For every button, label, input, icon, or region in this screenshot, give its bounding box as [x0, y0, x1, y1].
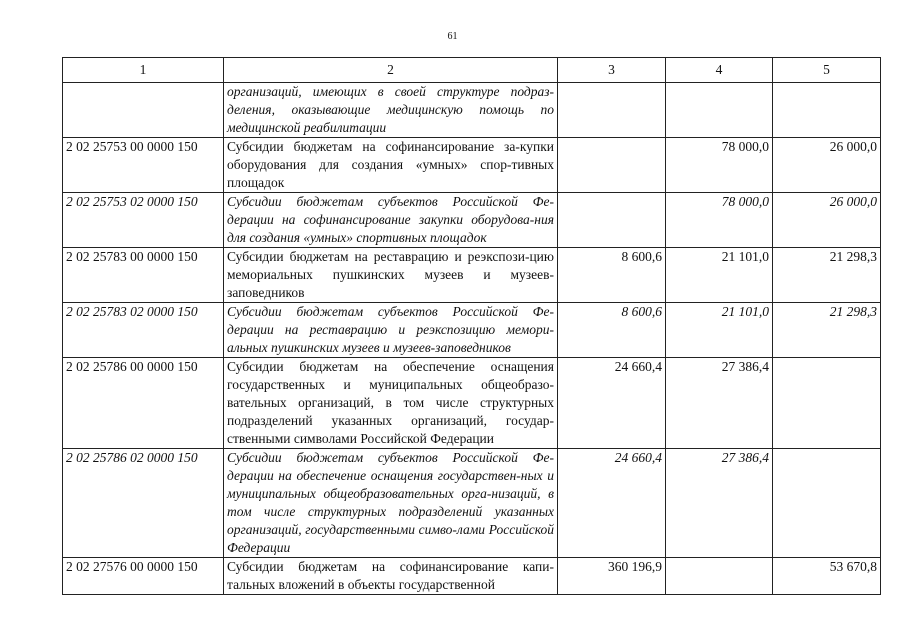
value-col-5: 53 670,8 [773, 558, 881, 595]
value-col-4: 21 101,0 [666, 303, 773, 358]
row-description: Субсидии бюджетам субъектов Российской Фе-дерации на софинансирование закупки оборудова-ния для создания «умных» спортивных площадок [224, 193, 558, 248]
row-description: Субсидии бюджетам субъектов Российской Фе-дерации на обеспечение оснащения государствен-ных и муниципальных общеобразовательных орга-низаций, в том числе структурных подразделений указанных организаций, государственными симво-лами Российской Федерации [224, 449, 558, 558]
value-col-5 [773, 83, 881, 138]
table-header [63, 58, 881, 83]
value-col-3: 24 660,4 [558, 358, 666, 449]
value-col-4 [666, 558, 773, 595]
budget-code: 2 02 25783 00 0000 150 [63, 248, 224, 303]
column-header-3: 3 [558, 58, 666, 83]
value-col-3 [558, 83, 666, 138]
value-col-4: 27 386,4 [666, 358, 773, 449]
column-header-4: 4 [666, 58, 773, 83]
value-col-5 [773, 449, 881, 558]
budget-code: 2 02 25786 02 0000 150 [63, 449, 224, 558]
budget-code: 2 02 25753 00 0000 150 [63, 138, 224, 193]
table-row [63, 248, 881, 303]
budget-table [62, 57, 881, 595]
row-description: Субсидии бюджетам на софинансирование за-купки оборудования для создания «умных» спор-тивных площадок [224, 138, 558, 193]
table-row [63, 358, 881, 449]
value-col-3 [558, 138, 666, 193]
value-col-5: 26 000,0 [773, 138, 881, 193]
column-header-1: 1 [63, 58, 224, 83]
column-header-5: 5 [773, 58, 881, 83]
value-col-4: 21 101,0 [666, 248, 773, 303]
page-number: 61 [447, 31, 458, 42]
value-col-3: 24 660,4 [558, 449, 666, 558]
row-description: организаций, имеющих в своей структуре подраз-деления, оказывающие медицинскую помощь по медицинской реабилитации [224, 83, 558, 138]
header-row [63, 58, 881, 83]
value-col-5: 21 298,3 [773, 303, 881, 358]
value-col-4: 27 386,4 [666, 449, 773, 558]
budget-code: 2 02 27576 00 0000 150 [63, 558, 224, 595]
value-col-3 [558, 193, 666, 248]
value-col-3: 360 196,9 [558, 558, 666, 595]
budget-code: 2 02 25783 02 0000 150 [63, 303, 224, 358]
table-row [63, 193, 881, 248]
budget-code: 2 02 25753 02 0000 150 [63, 193, 224, 248]
value-col-4 [666, 83, 773, 138]
value-col-5 [773, 358, 881, 449]
value-col-5: 21 298,3 [773, 248, 881, 303]
budget-code: 2 02 25786 00 0000 150 [63, 358, 224, 449]
value-col-4: 78 000,0 [666, 193, 773, 248]
budget-code [63, 83, 224, 138]
table-row [63, 558, 881, 595]
table-row [63, 83, 881, 138]
table-row [63, 449, 881, 558]
row-description: Субсидии бюджетам субъектов Российской Фе-дерации на реставрацию и реэкспозицию мемори-альных пушкинских музеев и музеев-заповедников [224, 303, 558, 358]
table-body [63, 83, 881, 595]
column-header-2: 2 [224, 58, 558, 83]
value-col-3: 8 600,6 [558, 303, 666, 358]
value-col-4: 78 000,0 [666, 138, 773, 193]
table-row [63, 303, 881, 358]
row-description: Субсидии бюджетам на софинансирование капи-тальных вложений в объекты государственной [224, 558, 558, 595]
value-col-3: 8 600,6 [558, 248, 666, 303]
value-col-5: 26 000,0 [773, 193, 881, 248]
row-description: Субсидии бюджетам на реставрацию и реэкспози-цию мемориальных пушкинских музеев и музеев-заповедников [224, 248, 558, 303]
table-row [63, 138, 881, 193]
row-description: Субсидии бюджетам на обеспечение оснащения государственных и муниципальных общеобразо-вательных организаций, в том числе структурных подразделений указанных организаций, государ-ственными символами Российской Федерации [224, 358, 558, 449]
